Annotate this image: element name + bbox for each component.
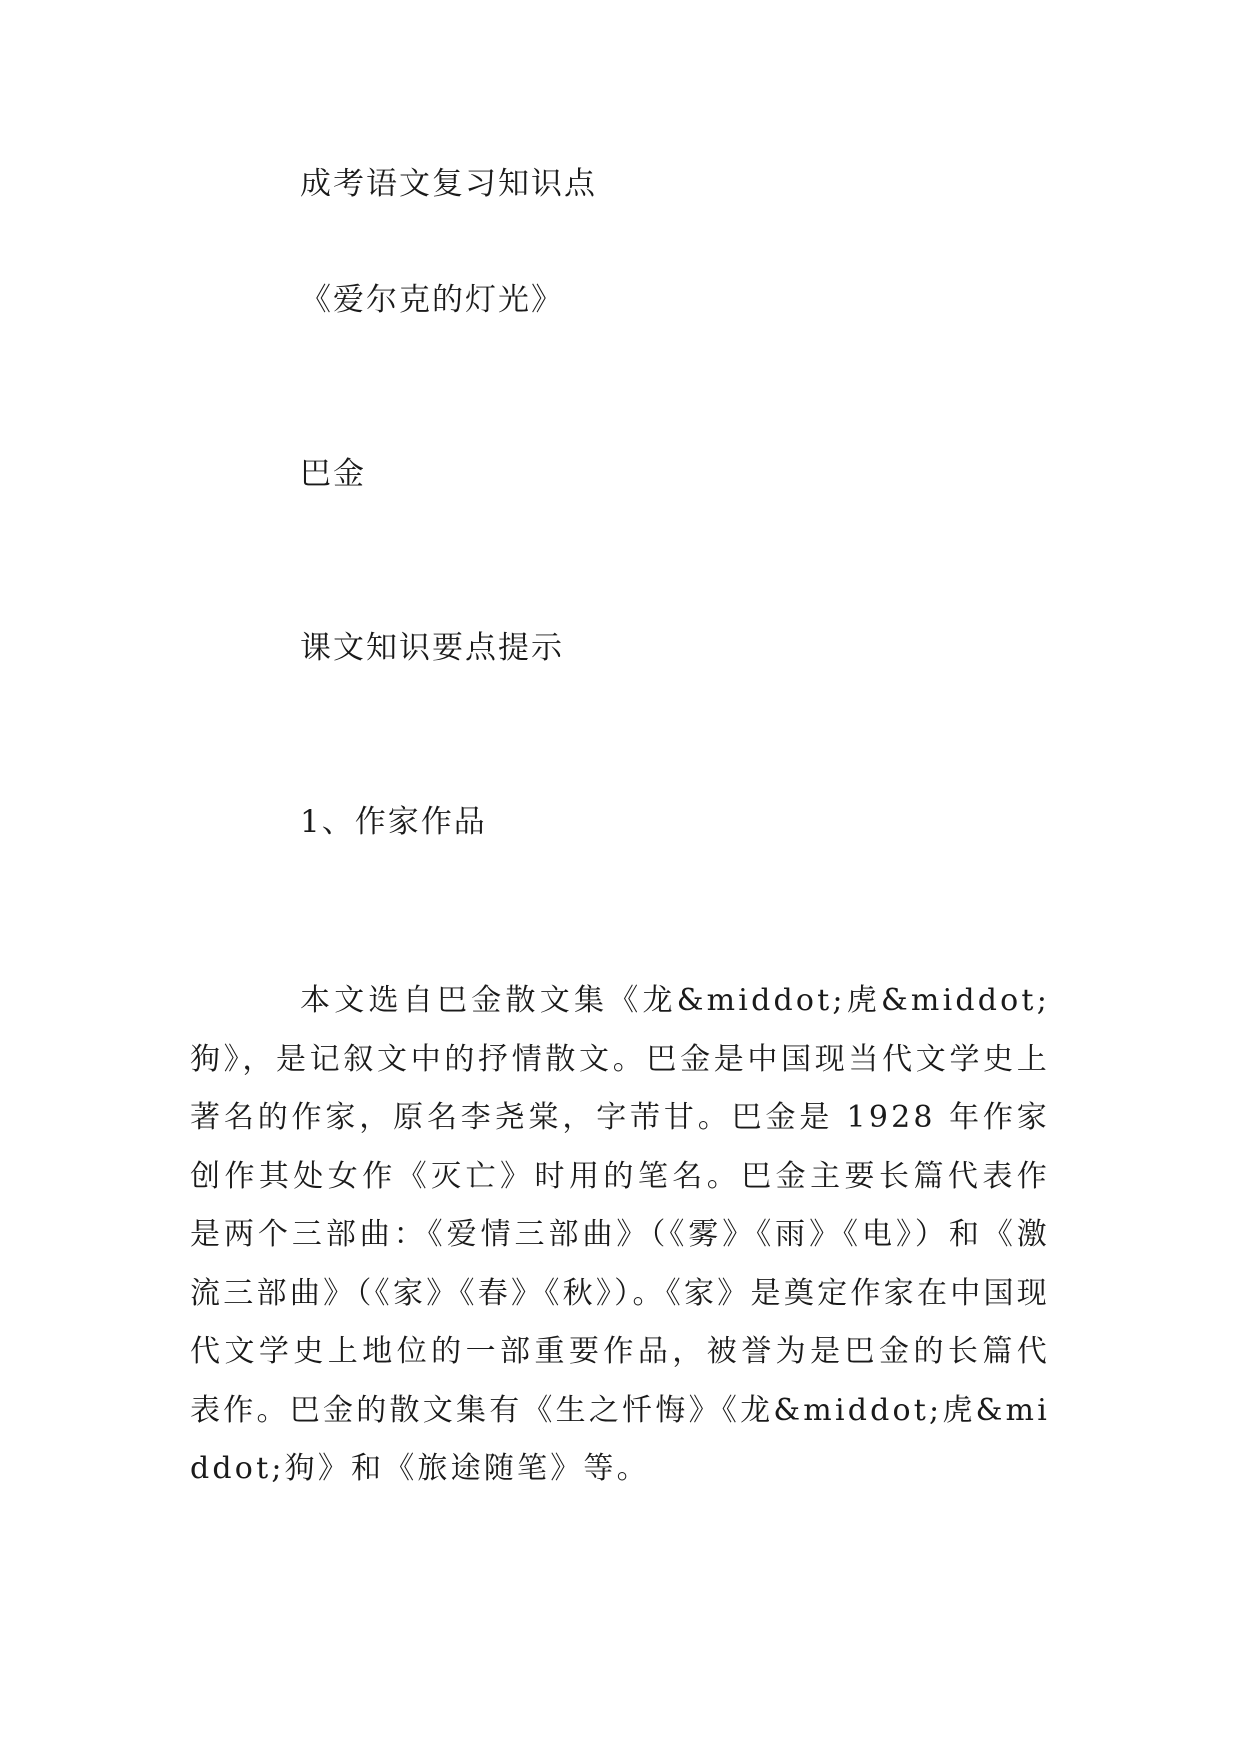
subsection-heading: 1、作家作品 xyxy=(300,804,487,840)
essay-title: 《爱尔克的灯光》 xyxy=(300,282,564,318)
document-title: 成考语文复习知识点 xyxy=(300,166,597,202)
section-heading: 课文知识要点提示 xyxy=(300,630,564,666)
author-name: 巴金 xyxy=(300,456,366,492)
body-paragraph: 本文选自巴金散文集《龙&middot;虎&middot;狗》，是记叙文中的抒情散文。巴金是中国现当代文学史上著名的作家，原名李尧棠，字芾甘。巴金是 1928 年作家创作其处女作《灭亡》时用的笔名。巴金主要长篇代表作是两个三部曲：《爱情三部曲》（《雾》《雨》《电》）和《激流三部曲》（《家》《春》《秋》）。《家》是奠定作家在中国现代文学史上地位的一部重要作品，被誉为是巴金的长篇代表作。巴金的散文集有《生之忏悔》《龙&middot;虎&middot;狗》和《旅途随笔》等。 xyxy=(190,983,1050,1486)
